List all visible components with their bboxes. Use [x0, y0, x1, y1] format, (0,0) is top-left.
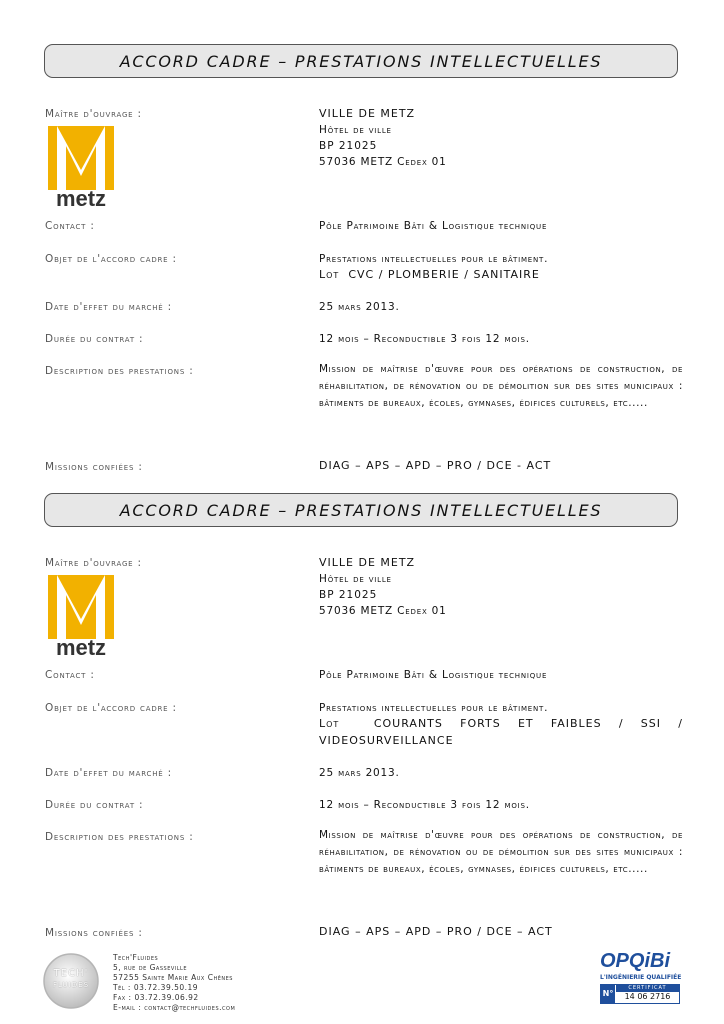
- maitre-address-1: Hôtel de ville: [319, 573, 392, 585]
- lot-value: [319, 715, 683, 749]
- objet-value: Prestations intellectuelles pour le bâtiment.: [319, 702, 549, 714]
- certificate-number-label: N°: [601, 985, 615, 1003]
- techfluides-logo-text-1: TECH': [53, 968, 89, 979]
- maitre-address-3: 57036 METZ Cedex 01: [319, 156, 447, 168]
- opqibi-brand: OPQiBi: [600, 950, 671, 972]
- opqibi-logo: [598, 950, 682, 1006]
- description-label: Description des prestations :: [45, 365, 194, 377]
- duree-value: 12 mois – Reconductible 3 fois 12 mois.: [319, 333, 530, 345]
- objet-label: Objet de l'accord cadre :: [45, 253, 177, 265]
- objet-value: Prestations intellectuelles pour le bâtiment.: [319, 253, 549, 265]
- maitre-name: VILLE DE METZ: [319, 107, 416, 120]
- date-label: Date d'effet du marché :: [45, 767, 172, 779]
- missions-label: Missions confiées :: [45, 927, 143, 939]
- footer-company: Tech'Fluides: [113, 953, 159, 962]
- metz-logo-text: metz: [55, 186, 107, 211]
- footer-email: E-mail : contact@techfluides.com: [113, 1003, 236, 1012]
- techfluides-logo-text-2: FLUIDES: [52, 981, 90, 989]
- description-value: Mission de maîtrise d'œuvre pour des opérations de construction, de réhabilitation, de rénovation ou de démolition sur des sites municipaux : bâtiments de bureaux, écoles, gymnases, édifices culturels, etc.....: [319, 829, 683, 875]
- missions-value: DIAG – APS – APD – PRO / DCE – ACT: [319, 925, 553, 938]
- certificate-box: [600, 984, 680, 1004]
- maitre-address-2: BP 21025: [319, 140, 378, 152]
- contact-label: Contact :: [45, 220, 95, 232]
- lot-text: CVC / PLOMBERIE / SANITAIRE: [348, 268, 540, 281]
- certificate-label: CERTIFICAT: [616, 985, 679, 992]
- maitre-address-2: BP 21025: [319, 589, 378, 601]
- missions-label: Missions confiées :: [45, 461, 143, 473]
- metz-logo: [48, 126, 114, 211]
- duree-label: Durée du contrat :: [45, 333, 144, 345]
- footer-address-1: 5, rue de Gasseville: [113, 963, 187, 972]
- section-banner: ACCORD CADRE – PRESTATIONS INTELLECTUELLES: [44, 493, 678, 527]
- footer-tel: Tél : 03.72.39.50.19: [113, 983, 199, 992]
- lot-text: COURANTS FORTS ET FAIBLES / SSI / VIDEOSURVEILLANCE: [319, 717, 683, 747]
- footer-fax: Fax : 03.72.39.06.92: [113, 993, 199, 1002]
- date-label: Date d'effet du marché :: [45, 301, 172, 313]
- maitre-address-3: 57036 METZ Cedex 01: [319, 605, 447, 617]
- metz-logo-text: metz: [55, 635, 107, 660]
- maitre-label: Maître d'ouvrage :: [45, 557, 142, 569]
- duree-label: Durée du contrat :: [45, 799, 144, 811]
- missions-value: DIAG – APS – APD – PRO / DCE - ACT: [319, 459, 552, 472]
- section-banner: ACCORD CADRE – PRESTATIONS INTELLECTUELLES: [44, 44, 678, 78]
- certificate-number: 14 06 2716: [624, 992, 671, 1001]
- contact-label: Contact :: [45, 669, 95, 681]
- objet-label: Objet de l'accord cadre :: [45, 702, 177, 714]
- metz-logo: [48, 575, 114, 660]
- lot-prefix: Lot: [319, 268, 340, 281]
- contact-value: Pôle Patrimoine Bâti & Logistique technique: [319, 669, 548, 681]
- lot-prefix: Lot: [319, 717, 340, 730]
- lot-value: [319, 266, 683, 283]
- date-value: 25 mars 2013.: [319, 767, 400, 779]
- opqibi-tagline: L'INGÉNIERIE QUALIFIÉE: [600, 974, 682, 981]
- maitre-address-1: Hôtel de ville: [319, 124, 392, 136]
- date-value: 25 mars 2013.: [319, 301, 400, 313]
- techfluides-logo: [42, 952, 100, 1010]
- footer-address-2: 57255 Sainte Marie Aux Chênes: [113, 973, 233, 982]
- duree-value: 12 mois – Reconductible 3 fois 12 mois.: [319, 799, 530, 811]
- maitre-name: VILLE DE METZ: [319, 556, 416, 569]
- description-label: Description des prestations :: [45, 831, 194, 843]
- description-value: Mission de maîtrise d'œuvre pour des opérations de construction, de réhabilitation, de rénovation ou de démolition sur des sites municipaux : bâtiments de bureaux, écoles, gymnases, édifices culturels, etc.....: [319, 363, 683, 409]
- maitre-label: Maître d'ouvrage :: [45, 108, 142, 120]
- contact-value: Pôle Patrimoine Bâti & Logistique technique: [319, 220, 548, 232]
